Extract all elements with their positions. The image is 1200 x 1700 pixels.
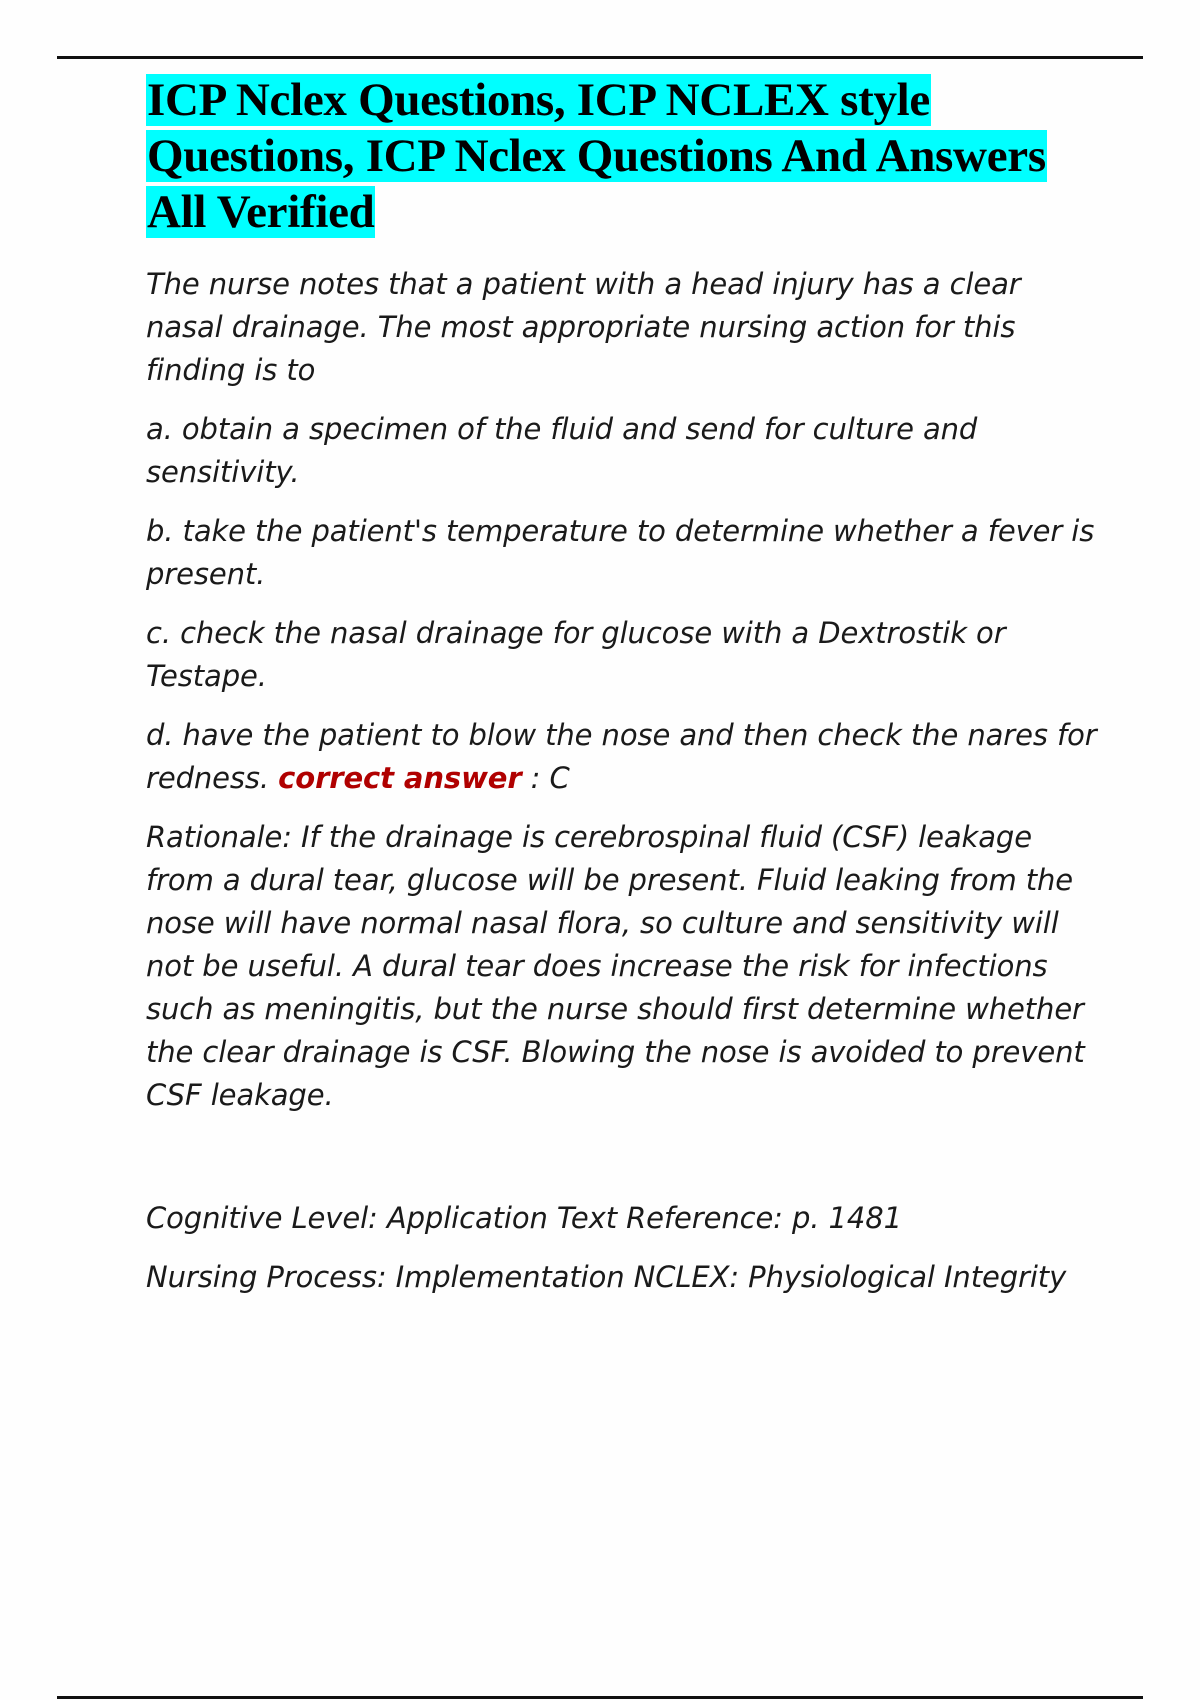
option-a: a. obtain a specimen of the fluid and send for culture and sensitivity.	[146, 412, 978, 489]
nursing-process-text: Nursing Process: Implementation NCLEX: Physiological Integrity	[146, 1260, 1067, 1294]
option-d-with-answer	[146, 714, 1106, 800]
correct-answer-label: correct answer	[278, 761, 522, 795]
document-body	[146, 72, 1106, 1299]
title-highlight: ICP Nclex Questions, ICP NCLEX style Questions, ICP Nclex Questions And Answers All Verified	[147, 74, 1046, 238]
question-text: The nurse notes that a patient with a head injury has a clear nasal drainage. The most appropriate nursing action for this finding is to	[146, 267, 1021, 387]
rationale-text: Rationale: If the drainage is cerebrospinal fluid (CSF) leakage from a dural tear, glucose will be present. Fluid leaking from the nose will have normal nasal flora, so culture and sensitivity will not be useful. A dural tear does increase the risk for infections such as meningitis, but the nurse should first determine whether the clear drainage is CSF. Blowing the nose is avoided to prevent CSF leakage.	[146, 820, 1085, 1112]
document-title	[146, 72, 1106, 240]
answer-separator: :	[521, 761, 550, 795]
bottom-horizontal-rule	[57, 1696, 1143, 1699]
option-c: c. check the nasal drainage for glucose with a Dextrostik or Testape.	[146, 616, 1006, 693]
top-horizontal-rule	[57, 56, 1143, 59]
answer-value: C	[549, 761, 570, 795]
cognitive-level-text: Cognitive Level: Application Text Reference: p. 1481	[146, 1201, 902, 1235]
option-b: b. take the patient's temperature to determine whether a fever is present.	[146, 514, 1095, 591]
option-d: d. have the patient to blow the nose and then check the nares for redness.	[146, 718, 1097, 795]
